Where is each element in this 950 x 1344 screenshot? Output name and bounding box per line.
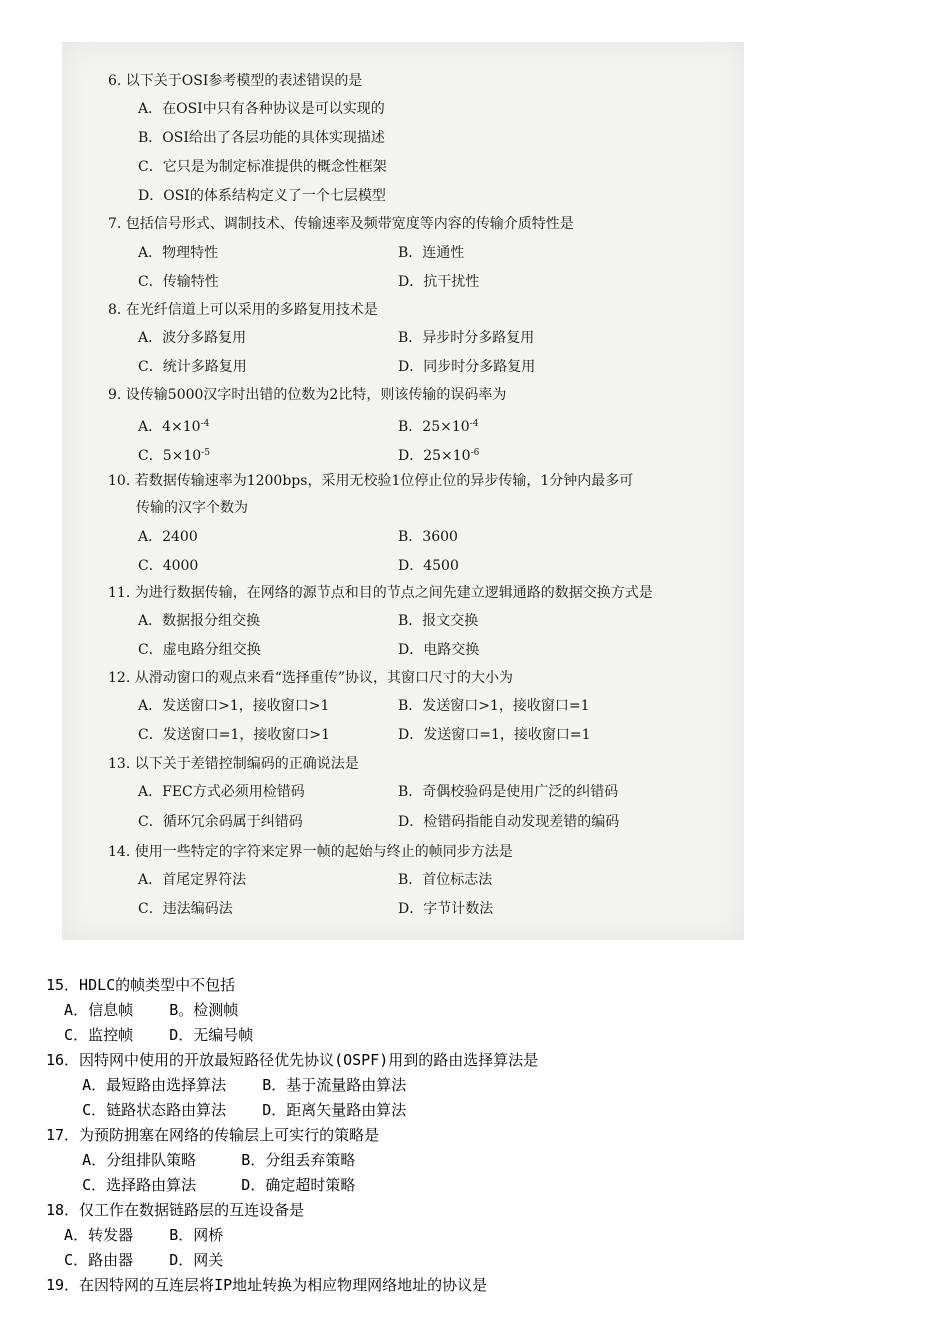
question-10-option-d: D．4500 [398,558,459,574]
question-11-option-a: A．数据报分组交换 [138,613,261,629]
question-12-option-d: D．发送窗口=1，接收窗口=1 [398,727,591,743]
question-12-stem: 12. 从滑动窗口的观点来看“选择重传”协议，其窗口尺寸的大小为 [108,670,514,686]
question-18-stem: 18．仅工作在数据链路层的互连设备是 [46,1201,305,1219]
question-10-option-b: B．3600 [398,529,458,545]
question-8-option-a: A．波分多路复用 [138,330,247,346]
question-6-stem: 6. 以下关于OSI参考模型的表述错误的是 [108,73,363,89]
question-15-stem: 15．HDLC的帧类型中不包括 [46,976,236,994]
question-16-options-cd: C．链路状态路由算法 D．距离矢量路由算法 [46,1101,407,1119]
question-7-option-c: C．传输特性 [138,274,219,290]
question-10-stem-continued: 传输的汉字个数为 [136,500,248,516]
question-11-option-c: C．虚电路分组交换 [138,642,261,658]
question-14-option-d: D．字节计数法 [398,901,494,917]
question-12-option-c: C．发送窗口=1，接收窗口>1 [138,727,330,743]
question-6-option-b: B．OSI给出了各层功能的具体实现描述 [138,130,385,146]
question-14-option-b: B．首位标志法 [398,872,493,888]
question-15-options-cd: C．监控帧 D．无编号帧 [46,1026,254,1044]
question-10-option-a: A．2400 [138,529,198,545]
question-9-stem: 9. 设传输5000汉字时出错的位数为2比特，则该传输的误码率为 [108,387,507,403]
question-10-option-c: C．4000 [138,558,199,574]
question-11-option-d: D．电路交换 [398,642,480,658]
question-9-option-d: D．$25\times 10^{-6}$ [398,448,480,464]
question-17-options-cd: C．选择路由算法 D．确定超时策略 [46,1176,356,1194]
question-6-option-c: C．它只是为制定标准提供的概念性框架 [138,159,387,175]
question-13-option-b: B．奇偶校验码是使用广泛的纠错码 [398,784,619,800]
question-16-stem: 16．因特网中使用的开放最短路径优先协议(OSPF)用到的路由选择算法是 [46,1051,539,1069]
question-8-stem: 8. 在光纤信道上可以采用的多路复用技术是 [108,302,378,318]
question-7-option-b: B．连通性 [398,245,465,261]
question-18-options-cd: C．路由器 D．网关 [46,1251,224,1269]
question-13-option-d: D．检错码指能自动发现差错的编码 [398,814,620,830]
question-9-option-c: C．$5\times 10^{-5}$ [138,448,210,464]
question-9-option-a: A．$4\times 10^{-4}$ [138,419,210,435]
question-7-option-d: D．抗干扰性 [398,274,480,290]
question-14-option-c: C．违法编码法 [138,901,233,917]
question-15-options-ab: A．信息帧 B。检测帧 [46,1001,239,1019]
question-19-stem: 19．在因特网的互连层将IP地址转换为相应物理网络地址的协议是 [46,1276,488,1294]
question-13-stem: 13. 以下关于差错控制编码的正确说法是 [108,756,359,772]
question-7-option-a: A．物理特性 [138,245,219,261]
question-8-option-d: D．同步时分多路复用 [398,359,536,375]
question-12-option-b: B．发送窗口>1，接收窗口=1 [398,698,590,714]
question-16-options-ab: A．最短路由选择算法 B．基于流量路由算法 [46,1076,407,1094]
question-7-stem: 7. 包括信号形式、调制技术、传输速率及频带宽度等内容的传输介质特性是 [108,216,574,232]
question-13-option-c: C．循环冗余码属于纠错码 [138,814,303,830]
question-9-option-b: B．$25\times 10^{-4}$ [398,419,479,435]
question-13-option-a: A．FEC方式必须用检错码 [138,784,305,800]
question-17-options-ab: A．分组排队策略 B．分组丢弃策略 [46,1151,356,1169]
question-11-stem: 11. 为进行数据传输，在网络的源节点和目的节点之间先建立逻辑通路的数据交换方式是 [108,585,653,601]
question-8-option-b: B．异步时分多路复用 [398,330,535,346]
question-6-option-d: D．OSI的体系结构定义了一个七层模型 [138,188,386,204]
question-6-option-a: A．在OSI中只有各种协议是可以实现的 [138,101,385,117]
question-14-option-a: A．首尾定界符法 [138,872,247,888]
question-11-option-b: B．报文交换 [398,613,479,629]
question-12-option-a: A．发送窗口>1，接收窗口>1 [138,698,330,714]
question-14-stem: 14. 使用一些特定的字符来定界一帧的起始与终止的帧同步方法是 [108,844,513,860]
question-8-option-c: C．统计多路复用 [138,359,247,375]
question-17-stem: 17．为预防拥塞在网络的传输层上可实行的策略是 [46,1126,380,1144]
question-18-options-ab: A．转发器 B．网桥 [46,1226,224,1244]
question-10-stem: 10. 若数据传输速率为1200bps，采用无校验1位停止位的异步传输，1分钟内最多可 [108,473,634,489]
